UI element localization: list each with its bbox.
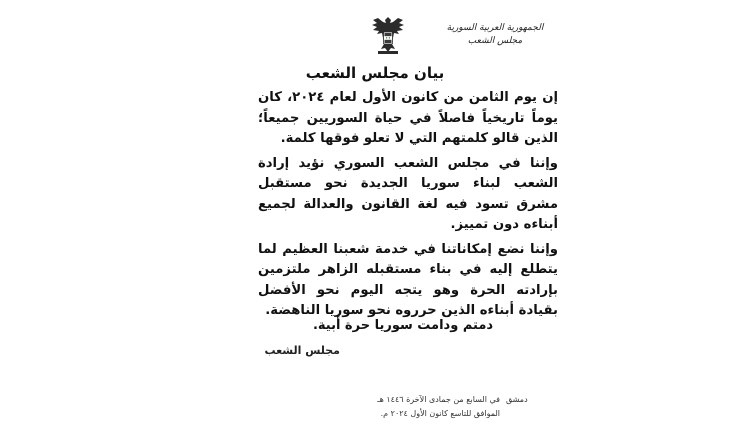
footer-place: دمشق	[506, 395, 528, 404]
statement-paragraph: وإننا في مجلس الشعب السوري نؤيد إرادة الشعب لبناء سوريا الجديدة نحو مستقبل مشرق تسود فيه لغة القانون والعدالة لجميع أبناءه دون تمييز.	[258, 155, 558, 232]
statement-paragraph: إن يوم الثامن من كانون الأول لعام ٢٠٢٤، كان يوماً تاريخياً فاصلاً في حياة السوريين جميعاً؛ الذين قالو كلمتهم التي لا تعلو فوقها كلمة.	[258, 90, 558, 146]
syrian-eagle-emblem-icon	[369, 14, 407, 56]
letterhead-org	[440, 22, 550, 48]
letterhead-line-1: الجمهورية العربية السورية	[446, 23, 544, 33]
hijri-date: في السابع من جمادى الآخرة ١٤٤٦ هـ	[377, 395, 500, 404]
statement-body	[258, 88, 558, 326]
statement-title: بيان مجلس الشعب	[305, 64, 445, 82]
closing-line: دمتم ودامت سوريا حرة أبية.	[312, 318, 494, 333]
letterhead-line-2: مجلس الشعب	[467, 36, 523, 46]
footer-dates	[340, 393, 500, 421]
gregorian-date: الموافق للتاسع كانون الأول ٢٠٢٤ م.	[380, 409, 500, 418]
signature: مجلس الشعب	[264, 344, 340, 357]
statement-paragraph: وإننا نضع إمكاناتنا في خدمة شعبنا العظيم لما يتطلع إليه في بناء مستقبله الزاهر ملتزمين بإرادته الحرة وهو يتجه اليوم نحو الأفضل بقيادة أبناءه الذين حرروه نحو سوريا الناهضة.	[258, 241, 558, 318]
